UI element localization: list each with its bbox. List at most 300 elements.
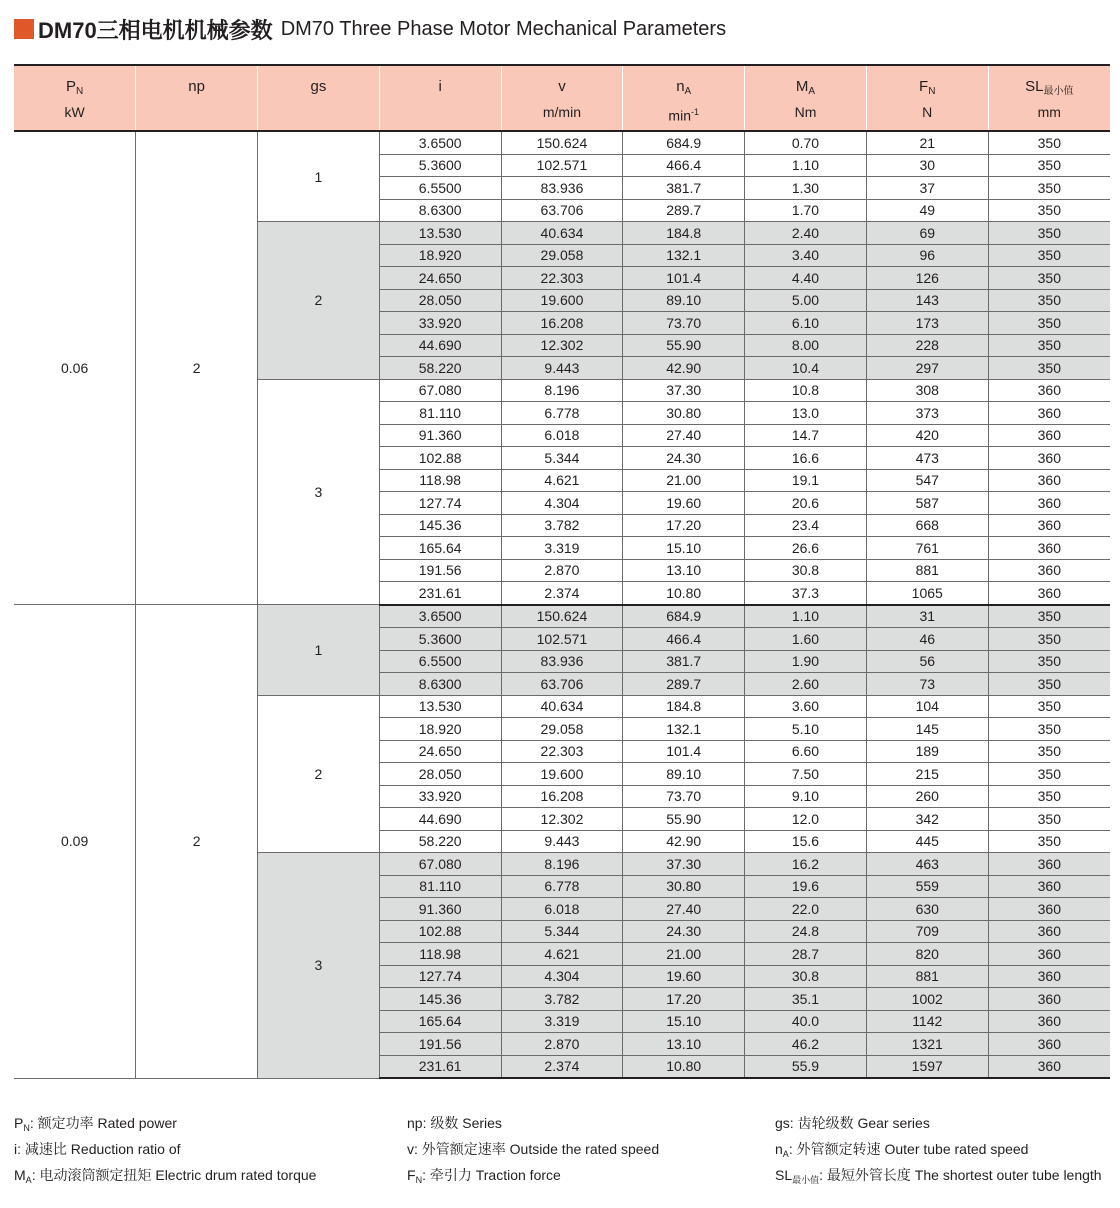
rpm-cell: 466.4 — [623, 628, 745, 651]
speed-cell: 150.624 — [501, 131, 623, 154]
rpm-cell: 17.20 — [623, 514, 745, 537]
speed-cell: 102.571 — [501, 154, 623, 177]
torque-cell: 2.60 — [745, 673, 867, 696]
column-unit-text: m/min — [542, 104, 581, 120]
gear-series-cell: 2 — [258, 222, 380, 380]
rpm-cell: 15.10 — [623, 537, 745, 560]
rpm-cell: 24.30 — [623, 447, 745, 470]
speed-cell: 83.936 — [501, 650, 623, 673]
rpm-cell: 30.80 — [623, 402, 745, 425]
column-unit — [14, 102, 135, 122]
torque-cell: 30.8 — [745, 559, 867, 582]
speed-cell: 12.302 — [501, 808, 623, 831]
speed-cell: 63.706 — [501, 199, 623, 222]
legend-symbol: SL — [775, 1167, 793, 1183]
column-header — [14, 65, 136, 131]
rpm-cell: 27.40 — [623, 424, 745, 447]
ratio-cell: 91.360 — [379, 424, 501, 447]
title-english: DM70 Three Phase Motor Mechanical Parameters — [280, 17, 727, 40]
legend-symbol-subscript: N — [415, 1175, 423, 1185]
ratio-cell: 67.080 — [379, 853, 501, 876]
length-cell: 350 — [988, 357, 1110, 380]
gear-series-cell: 1 — [258, 605, 380, 696]
column-symbol-text: gs — [310, 78, 327, 95]
length-cell: 350 — [988, 222, 1110, 245]
force-cell: 1002 — [866, 988, 988, 1011]
speed-cell: 22.303 — [501, 267, 623, 290]
column-symbol-text: F — [919, 78, 929, 95]
rpm-cell: 15.10 — [623, 1010, 745, 1033]
ratio-cell: 58.220 — [379, 357, 501, 380]
speed-cell: 3.319 — [501, 537, 623, 560]
ratio-cell: 24.650 — [379, 267, 501, 290]
column-header — [136, 65, 258, 131]
torque-cell: 14.7 — [745, 424, 867, 447]
length-cell: 360 — [988, 965, 1110, 988]
ratio-cell: 18.920 — [379, 244, 501, 267]
torque-cell: 23.4 — [745, 514, 867, 537]
length-cell: 350 — [988, 334, 1110, 357]
column-symbol-text: P — [66, 78, 77, 95]
length-cell: 360 — [988, 469, 1110, 492]
column-unit-superscript: -1 — [690, 107, 699, 117]
speed-cell: 8.196 — [501, 853, 623, 876]
ratio-cell: 118.98 — [379, 943, 501, 966]
length-cell: 350 — [988, 312, 1110, 335]
length-cell: 360 — [988, 988, 1110, 1011]
torque-cell: 1.10 — [745, 605, 867, 628]
rpm-cell: 17.20 — [623, 988, 745, 1011]
legend-item — [14, 1136, 316, 1162]
force-cell: 30 — [866, 154, 988, 177]
length-cell: 350 — [988, 289, 1110, 312]
column-unit — [989, 102, 1110, 122]
legend-column — [775, 1110, 1102, 1188]
speed-cell: 19.600 — [501, 763, 623, 786]
torque-cell: 28.7 — [745, 943, 867, 966]
length-cell: 350 — [988, 154, 1110, 177]
legend-symbol: i — [14, 1141, 18, 1157]
force-cell: 342 — [866, 808, 988, 831]
column-symbol-text: i — [438, 78, 442, 95]
column-symbol — [623, 76, 744, 98]
speed-cell: 19.600 — [501, 289, 623, 312]
legend-description: : 电动滚筒额定扭矩 Electric drum rated torque — [31, 1167, 317, 1183]
ratio-cell: 58.220 — [379, 830, 501, 853]
column-unit-text: kW — [64, 104, 85, 120]
speed-cell: 22.303 — [501, 740, 623, 763]
speed-cell: 5.344 — [501, 447, 623, 470]
ratio-cell: 231.61 — [379, 582, 501, 605]
speed-cell: 4.304 — [501, 492, 623, 515]
column-unit — [136, 102, 257, 122]
ratio-cell: 127.74 — [379, 965, 501, 988]
legend-symbol: gs — [775, 1115, 790, 1131]
length-cell: 360 — [988, 559, 1110, 582]
length-cell: 350 — [988, 808, 1110, 831]
rpm-cell: 73.70 — [623, 312, 745, 335]
column-symbol — [745, 76, 866, 98]
torque-cell: 26.6 — [745, 537, 867, 560]
parameters-table — [14, 64, 1110, 1079]
ratio-cell: 191.56 — [379, 559, 501, 582]
column-symbol-subscript: A — [684, 86, 692, 97]
column-symbol-subscript: A — [808, 86, 816, 97]
length-cell: 360 — [988, 853, 1110, 876]
rpm-cell: 37.30 — [623, 379, 745, 402]
force-cell: 260 — [866, 785, 988, 808]
rpm-cell: 684.9 — [623, 131, 745, 154]
force-cell: 56 — [866, 650, 988, 673]
speed-cell: 2.374 — [501, 1055, 623, 1078]
legend-symbol: n — [775, 1141, 783, 1157]
ratio-cell: 44.690 — [379, 334, 501, 357]
length-cell: 350 — [988, 763, 1110, 786]
series-cell: 2 — [136, 131, 258, 605]
length-cell: 360 — [988, 943, 1110, 966]
torque-cell: 12.0 — [745, 808, 867, 831]
column-unit — [867, 102, 988, 122]
length-cell: 360 — [988, 492, 1110, 515]
length-cell: 360 — [988, 402, 1110, 425]
speed-cell: 2.374 — [501, 582, 623, 605]
speed-cell: 83.936 — [501, 177, 623, 200]
force-cell: 373 — [866, 402, 988, 425]
length-cell: 350 — [988, 785, 1110, 808]
ratio-cell: 102.88 — [379, 920, 501, 943]
speed-cell: 12.302 — [501, 334, 623, 357]
rpm-cell: 37.30 — [623, 853, 745, 876]
legend-item — [775, 1110, 1102, 1136]
speed-cell: 6.778 — [501, 875, 623, 898]
speed-cell: 16.208 — [501, 785, 623, 808]
ratio-cell: 81.110 — [379, 875, 501, 898]
ratio-cell: 127.74 — [379, 492, 501, 515]
torque-cell: 3.40 — [745, 244, 867, 267]
ratio-cell: 145.36 — [379, 988, 501, 1011]
legend-description: : 级数 Series — [422, 1115, 502, 1131]
table-row — [14, 131, 1110, 154]
torque-cell: 22.0 — [745, 898, 867, 921]
column-symbol — [136, 76, 257, 98]
rpm-cell: 10.80 — [623, 1055, 745, 1078]
gear-series-cell: 1 — [258, 131, 380, 222]
torque-cell: 1.70 — [745, 199, 867, 222]
force-cell: 73 — [866, 673, 988, 696]
force-cell: 173 — [866, 312, 988, 335]
column-symbol-text: np — [188, 78, 205, 95]
length-cell: 350 — [988, 177, 1110, 200]
length-cell: 360 — [988, 424, 1110, 447]
speed-cell: 4.621 — [501, 469, 623, 492]
speed-cell: 102.571 — [501, 628, 623, 651]
length-cell: 350 — [988, 673, 1110, 696]
torque-cell: 16.2 — [745, 853, 867, 876]
speed-cell: 63.706 — [501, 673, 623, 696]
ratio-cell: 24.650 — [379, 740, 501, 763]
length-cell: 360 — [988, 582, 1110, 605]
force-cell: 709 — [866, 920, 988, 943]
ratio-cell: 3.6500 — [379, 605, 501, 628]
force-cell: 881 — [866, 559, 988, 582]
length-cell: 350 — [988, 267, 1110, 290]
force-cell: 49 — [866, 199, 988, 222]
speed-cell: 40.634 — [501, 222, 623, 245]
ratio-cell: 33.920 — [379, 785, 501, 808]
length-cell: 350 — [988, 830, 1110, 853]
torque-cell: 35.1 — [745, 988, 867, 1011]
ratio-cell: 28.050 — [379, 289, 501, 312]
rpm-cell: 24.30 — [623, 920, 745, 943]
rpm-cell: 21.00 — [623, 469, 745, 492]
rpm-cell: 10.80 — [623, 582, 745, 605]
column-header — [866, 65, 988, 131]
length-cell: 360 — [988, 514, 1110, 537]
speed-cell: 8.196 — [501, 379, 623, 402]
rpm-cell: 101.4 — [623, 740, 745, 763]
ratio-cell: 145.36 — [379, 514, 501, 537]
torque-cell: 0.70 — [745, 131, 867, 154]
force-cell: 445 — [866, 830, 988, 853]
torque-cell: 19.6 — [745, 875, 867, 898]
legend-item — [775, 1136, 1102, 1162]
force-cell: 881 — [866, 965, 988, 988]
torque-cell: 3.60 — [745, 695, 867, 718]
legend-description: : 齿轮级数 Gear series — [789, 1115, 930, 1131]
length-cell: 350 — [988, 718, 1110, 741]
rpm-cell: 684.9 — [623, 605, 745, 628]
torque-cell: 19.1 — [745, 469, 867, 492]
force-cell: 37 — [866, 177, 988, 200]
rpm-cell: 19.60 — [623, 492, 745, 515]
force-cell: 1597 — [866, 1055, 988, 1078]
speed-cell: 3.782 — [501, 514, 623, 537]
rpm-cell: 30.80 — [623, 875, 745, 898]
legend-symbol: F — [407, 1167, 416, 1183]
column-header — [988, 65, 1110, 131]
title-accent-square — [14, 19, 34, 39]
column-unit — [380, 102, 501, 122]
speed-cell: 150.624 — [501, 605, 623, 628]
ratio-cell: 81.110 — [379, 402, 501, 425]
length-cell: 360 — [988, 379, 1110, 402]
rpm-cell: 13.10 — [623, 559, 745, 582]
ratio-cell: 165.64 — [379, 537, 501, 560]
torque-cell: 20.6 — [745, 492, 867, 515]
page-title — [14, 14, 726, 44]
ratio-cell: 91.360 — [379, 898, 501, 921]
force-cell: 69 — [866, 222, 988, 245]
column-header — [379, 65, 501, 131]
legend-symbol-subscript: N — [23, 1123, 30, 1133]
force-cell: 668 — [866, 514, 988, 537]
legend-item — [407, 1110, 659, 1136]
rpm-cell: 89.10 — [623, 763, 745, 786]
torque-cell: 10.8 — [745, 379, 867, 402]
column-symbol-subscript: N — [76, 86, 84, 97]
length-cell: 350 — [988, 740, 1110, 763]
force-cell: 104 — [866, 695, 988, 718]
gear-series-cell: 2 — [258, 695, 380, 853]
ratio-cell: 28.050 — [379, 763, 501, 786]
force-cell: 1142 — [866, 1010, 988, 1033]
legend-symbol: P — [14, 1115, 24, 1131]
speed-cell: 40.634 — [501, 695, 623, 718]
speed-cell: 9.443 — [501, 357, 623, 380]
legend-item — [14, 1110, 316, 1136]
length-cell: 350 — [988, 605, 1110, 628]
force-cell: 1321 — [866, 1033, 988, 1056]
speed-cell: 2.870 — [501, 559, 623, 582]
torque-cell: 4.40 — [745, 267, 867, 290]
torque-cell: 37.3 — [745, 582, 867, 605]
gear-series-cell: 3 — [258, 853, 380, 1079]
ratio-cell: 8.6300 — [379, 199, 501, 222]
force-cell: 820 — [866, 943, 988, 966]
length-cell: 350 — [988, 695, 1110, 718]
rpm-cell: 27.40 — [623, 898, 745, 921]
rpm-cell: 73.70 — [623, 785, 745, 808]
torque-cell: 46.2 — [745, 1033, 867, 1056]
length-cell: 360 — [988, 537, 1110, 560]
column-unit — [623, 102, 744, 122]
table-header — [14, 65, 1110, 131]
table-body — [14, 131, 1110, 1078]
column-unit-text: N — [922, 104, 933, 120]
legend-description: : 外管额定转速 Outer tube rated speed — [788, 1141, 1029, 1157]
force-cell: 463 — [866, 853, 988, 876]
column-symbol — [502, 76, 623, 98]
table-row — [14, 605, 1110, 628]
legend-symbol-subscript: A — [782, 1149, 789, 1159]
gear-series-cell: 3 — [258, 379, 380, 605]
title-chinese: DM70三相电机机械参数 — [38, 17, 273, 43]
legend-symbol: M — [14, 1167, 26, 1183]
torque-cell: 5.10 — [745, 718, 867, 741]
rpm-cell: 55.90 — [623, 334, 745, 357]
torque-cell: 24.8 — [745, 920, 867, 943]
speed-cell: 9.443 — [501, 830, 623, 853]
column-header — [745, 65, 867, 131]
torque-cell: 6.10 — [745, 312, 867, 335]
torque-cell: 1.10 — [745, 154, 867, 177]
speed-cell: 16.208 — [501, 312, 623, 335]
ratio-cell: 3.6500 — [379, 131, 501, 154]
speed-cell: 4.304 — [501, 965, 623, 988]
column-unit-text: min — [668, 107, 691, 124]
length-cell: 360 — [988, 898, 1110, 921]
rpm-cell: 42.90 — [623, 830, 745, 853]
speed-cell: 29.058 — [501, 718, 623, 741]
torque-cell: 2.40 — [745, 222, 867, 245]
column-header — [501, 65, 623, 131]
column-unit — [502, 102, 623, 122]
rpm-cell: 55.90 — [623, 808, 745, 831]
speed-cell: 29.058 — [501, 244, 623, 267]
ratio-cell: 102.88 — [379, 447, 501, 470]
rpm-cell: 381.7 — [623, 177, 745, 200]
ratio-cell: 165.64 — [379, 1010, 501, 1033]
ratio-cell: 13.530 — [379, 695, 501, 718]
speed-cell: 4.621 — [501, 943, 623, 966]
rated-power-cell: 0.06 — [14, 131, 136, 605]
ratio-cell: 6.5500 — [379, 650, 501, 673]
column-symbol — [14, 76, 135, 98]
legend-description: : 额定功率 Rated power — [29, 1115, 177, 1131]
torque-cell: 30.8 — [745, 965, 867, 988]
legend-symbol: np — [407, 1115, 423, 1131]
rpm-cell: 89.10 — [623, 289, 745, 312]
torque-cell: 55.9 — [745, 1055, 867, 1078]
rpm-cell: 132.1 — [623, 244, 745, 267]
torque-cell: 1.60 — [745, 628, 867, 651]
length-cell: 350 — [988, 650, 1110, 673]
ratio-cell: 231.61 — [379, 1055, 501, 1078]
column-unit-text: Nm — [794, 104, 817, 120]
rpm-cell: 19.60 — [623, 965, 745, 988]
length-cell: 350 — [988, 628, 1110, 651]
legend-column — [407, 1110, 659, 1188]
torque-cell: 40.0 — [745, 1010, 867, 1033]
force-cell: 96 — [866, 244, 988, 267]
rpm-cell: 381.7 — [623, 650, 745, 673]
torque-cell: 8.00 — [745, 334, 867, 357]
ratio-cell: 118.98 — [379, 469, 501, 492]
column-symbol-text: SL — [1025, 78, 1044, 95]
ratio-cell: 33.920 — [379, 312, 501, 335]
length-cell: 350 — [988, 244, 1110, 267]
column-symbol-text: M — [795, 78, 809, 95]
speed-cell: 6.018 — [501, 898, 623, 921]
legend-description: : 减速比 Reduction ratio of — [17, 1141, 181, 1157]
force-cell: 761 — [866, 537, 988, 560]
force-cell: 126 — [866, 267, 988, 290]
column-symbol — [867, 76, 988, 98]
speed-cell: 2.870 — [501, 1033, 623, 1056]
legend-item — [14, 1162, 316, 1188]
torque-cell: 15.6 — [745, 830, 867, 853]
column-symbol — [989, 76, 1110, 98]
ratio-cell: 13.530 — [379, 222, 501, 245]
length-cell: 350 — [988, 199, 1110, 222]
torque-cell: 10.4 — [745, 357, 867, 380]
torque-cell: 1.90 — [745, 650, 867, 673]
legend-item — [407, 1162, 659, 1188]
ratio-cell: 8.6300 — [379, 673, 501, 696]
legend-item — [775, 1162, 1102, 1188]
force-cell: 143 — [866, 289, 988, 312]
column-symbol-text: n — [676, 78, 685, 95]
force-cell: 215 — [866, 763, 988, 786]
force-cell: 587 — [866, 492, 988, 515]
length-cell: 360 — [988, 920, 1110, 943]
speed-cell: 5.344 — [501, 920, 623, 943]
column-symbol-subscript: 最小值 — [1043, 86, 1074, 97]
ratio-cell: 18.920 — [379, 718, 501, 741]
legend-description: : 外管额定速率 Outside the rated speed — [414, 1141, 660, 1157]
rpm-cell: 184.8 — [623, 695, 745, 718]
speed-cell: 6.018 — [501, 424, 623, 447]
force-cell: 547 — [866, 469, 988, 492]
rpm-cell: 289.7 — [623, 673, 745, 696]
length-cell: 360 — [988, 1010, 1110, 1033]
column-unit-text: mm — [1037, 104, 1061, 120]
length-cell: 360 — [988, 875, 1110, 898]
torque-cell: 7.50 — [745, 763, 867, 786]
column-symbol — [380, 76, 501, 98]
column-unit — [745, 102, 866, 122]
rpm-cell: 13.10 — [623, 1033, 745, 1056]
